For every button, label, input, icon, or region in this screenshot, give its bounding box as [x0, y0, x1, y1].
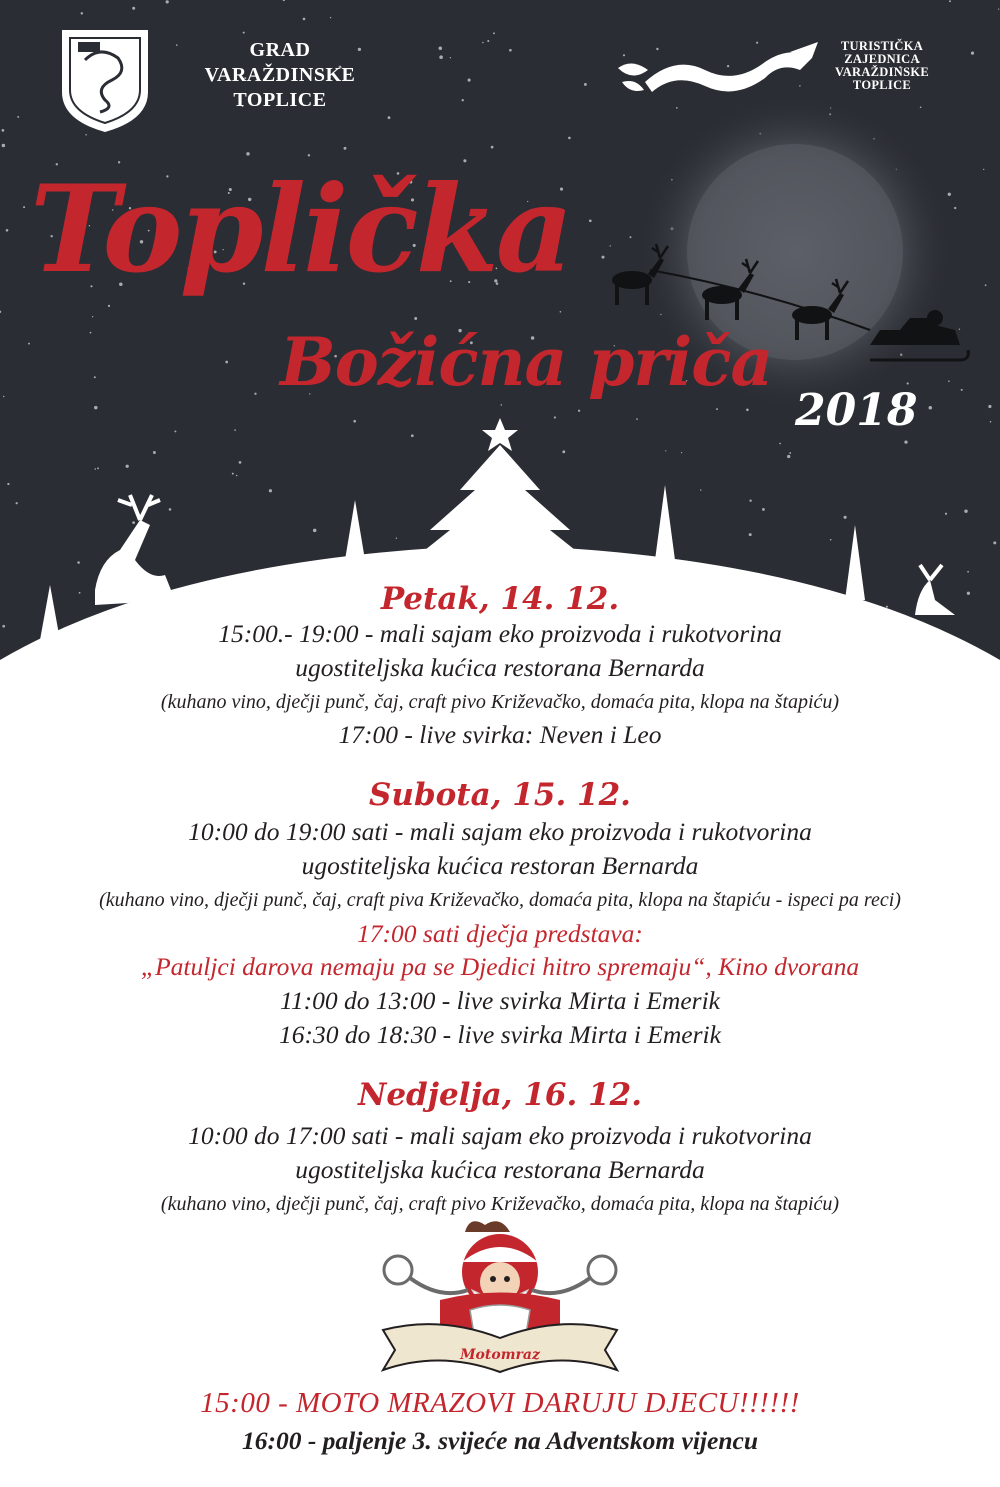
city-name: [195, 38, 365, 113]
schedule-line: 16:30 do 18:30 - live svirka Mirta i Emerik: [279, 1020, 721, 1049]
day-heading-friday: Petak, 14. 12.: [380, 581, 620, 617]
city-coat-of-arms-icon: [62, 30, 148, 132]
schedule-line: 10:00 do 19:00 sati - mali sajam eko proizvoda i rukotvorina: [188, 817, 812, 846]
motomraz-logo-label: Motomraz: [460, 1347, 540, 1363]
schedule-line: 10:00 do 17:00 sati - mali sajam eko proizvoda i rukotvorina: [188, 1121, 812, 1150]
day-heading-saturday: Subota, 15. 12.: [369, 777, 631, 813]
footer-line: 16:00 - paljenje 3. svijeće na Adventskom vijencu: [241, 1426, 759, 1455]
poster-title-line1: Toplička: [30, 159, 571, 300]
tourist-board-line: TURISTIČKA: [840, 39, 924, 53]
schedule-line: 11:00 do 13:00 - live svirka Mirta i Emerik: [279, 986, 720, 1015]
schedule-note: (kuhano vino, dječji punč, čaj, craft pivo Križevačko, domaća pita, klopa na štapiću): [160, 691, 840, 713]
schedule-line: ugostiteljska kućica restorana Bernarda: [295, 1155, 705, 1184]
schedule-note: (kuhano vino, dječji punč, čaj, craft pivo Križevačko, domaća pita, klopa na štapiću): [160, 1193, 840, 1215]
schedule-line: 17:00 - live svirka: Neven i Leo: [338, 720, 662, 749]
poster-year: 2018: [795, 385, 918, 436]
footer-highlight: 15:00 - MOTO MRAZOVI DARUJU DJECU!!!!!!: [200, 1387, 800, 1419]
schedule-line: ugostiteljska kućica restorana Bernarda: [295, 653, 705, 682]
tourist-board-line: ZAJEDNICA: [844, 52, 920, 66]
tourist-board-name: [822, 40, 942, 92]
city-name-line: VARAŽDINSKE: [204, 64, 356, 86]
schedule-highlight: „Patuljci darova nemaju pa se Djedici hitro spremaju“, Kino dvorana: [140, 952, 860, 981]
city-name-line: TOPLICE: [233, 89, 327, 111]
schedule-line: 15:00.- 19:00 - mali sajam eko proizvoda i rukotvorina: [218, 619, 782, 648]
schedule-highlight: 17:00 sati dječja predstava:: [357, 919, 643, 948]
tourist-board-line: VARAŽDINSKE: [834, 65, 930, 79]
city-name-line: GRAD: [249, 39, 311, 61]
schedule-line: ugostiteljska kućica restoran Bernarda: [301, 851, 699, 880]
tourist-board-line: TOPLICE: [852, 78, 912, 92]
schedule-note: (kuhano vino, dječji punč, čaj, craft piva Križevačko, domaća pita, klopa na štapiću - ispeci pa reci): [99, 889, 901, 911]
poster-title-line2: Božićna priča: [280, 323, 773, 401]
day-heading-sunday: Nedjelja, 16. 12.: [358, 1077, 642, 1113]
